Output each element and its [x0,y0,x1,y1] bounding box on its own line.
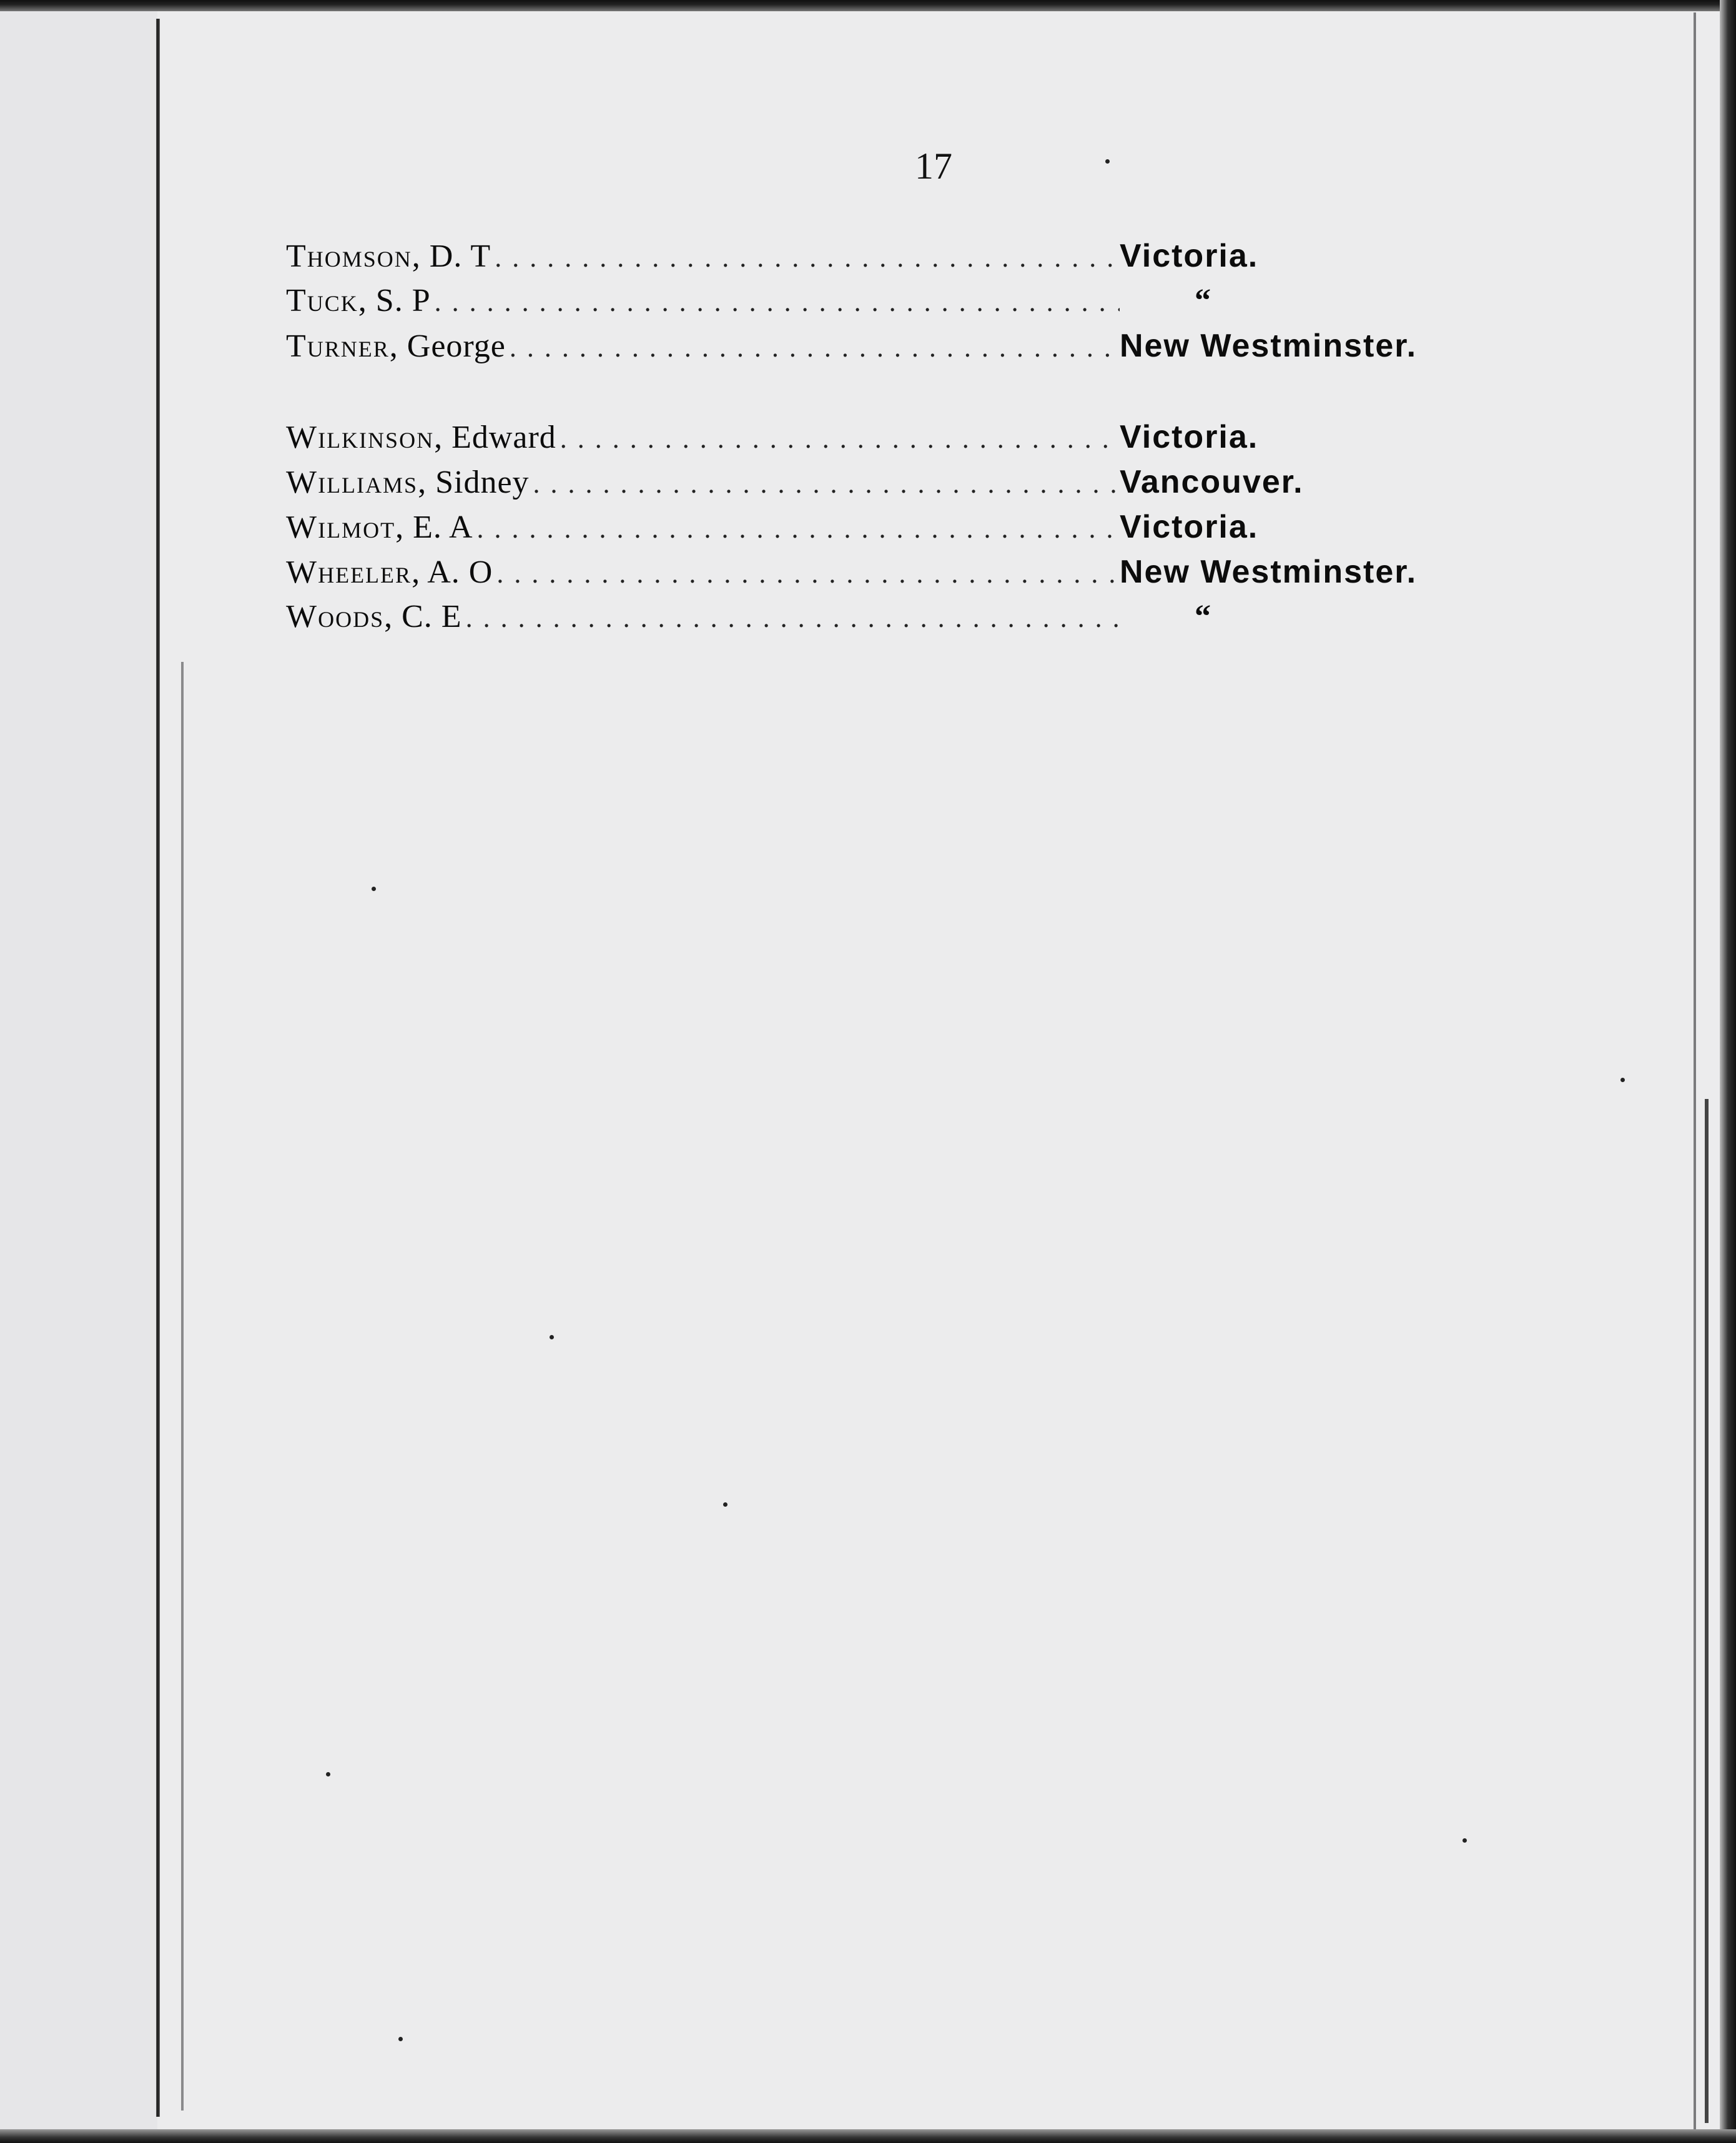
member-given-name: , George [389,328,506,364]
member-name [286,509,1120,546]
member-name [286,419,1120,456]
scan-border-right [1720,0,1736,2143]
member-surname: Williams [286,465,418,500]
member-name [286,328,1120,365]
member-surname: Thomson [286,239,412,274]
scan-speck [550,1335,554,1339]
page-edge-shadow [1705,1099,1709,2123]
member-name [286,598,1120,635]
member-name [286,464,1120,501]
dot-leader [466,602,1120,634]
list-item [286,508,1472,553]
gutter-shadow [181,662,184,2111]
member-location: Vancouver. [1120,464,1304,500]
member-location: Victoria. [1120,419,1259,455]
scan-speck [398,2037,403,2041]
book-gutter [156,19,160,2117]
member-given-name: , D. T [412,239,491,274]
scan-speck [1462,1838,1467,1843]
member-location: Victoria. [1120,509,1259,545]
scan-speck [1105,159,1110,164]
page-number: 17 [915,145,952,187]
member-location-ditto: “ [1195,283,1212,318]
member-surname: Woods [286,599,385,634]
list-item [286,282,1472,327]
scan-border-top [0,0,1736,11]
list-item [286,418,1472,463]
list-item [286,237,1472,282]
section-gap [286,372,1472,418]
member-location: New Westminster. [1120,554,1418,590]
dot-leader [560,423,1120,455]
scan-speck [723,1502,727,1507]
scan-border-bottom [0,2129,1736,2143]
scan-speck [372,887,376,891]
facing-page-edge [0,11,157,2129]
member-surname: Wheeler [286,554,412,590]
dot-leader [477,513,1120,545]
member-name [286,282,1120,319]
member-list [286,237,1472,643]
member-given-name: , Edward [434,420,556,455]
list-item [286,598,1472,643]
member-surname: Wilkinson [286,420,435,455]
member-location-ditto: “ [1195,599,1212,634]
member-name [286,238,1120,275]
member-given-name: , Sidney [418,465,530,500]
page-edge-line [1694,12,1696,2129]
member-name [286,554,1120,591]
member-surname: Tuck [286,283,358,318]
dot-leader [510,332,1120,364]
member-given-name: , E. A [395,510,473,545]
member-given-name: , C. E [384,599,462,634]
member-given-name: , S. P [358,283,431,318]
dot-leader [496,558,1120,590]
list-item [286,463,1472,508]
dot-leader [495,242,1120,274]
member-given-name: , A. O [412,554,493,590]
member-surname: Turner [286,328,390,364]
list-item [286,553,1472,598]
member-surname: Wilmot [286,510,396,545]
dot-leader [435,286,1120,318]
dot-leader [533,468,1120,500]
scan-speck [326,1772,330,1776]
member-location: Victoria. [1120,238,1259,274]
member-location: New Westminster. [1120,328,1418,364]
scan-speck [1620,1078,1625,1082]
list-item [286,327,1472,372]
